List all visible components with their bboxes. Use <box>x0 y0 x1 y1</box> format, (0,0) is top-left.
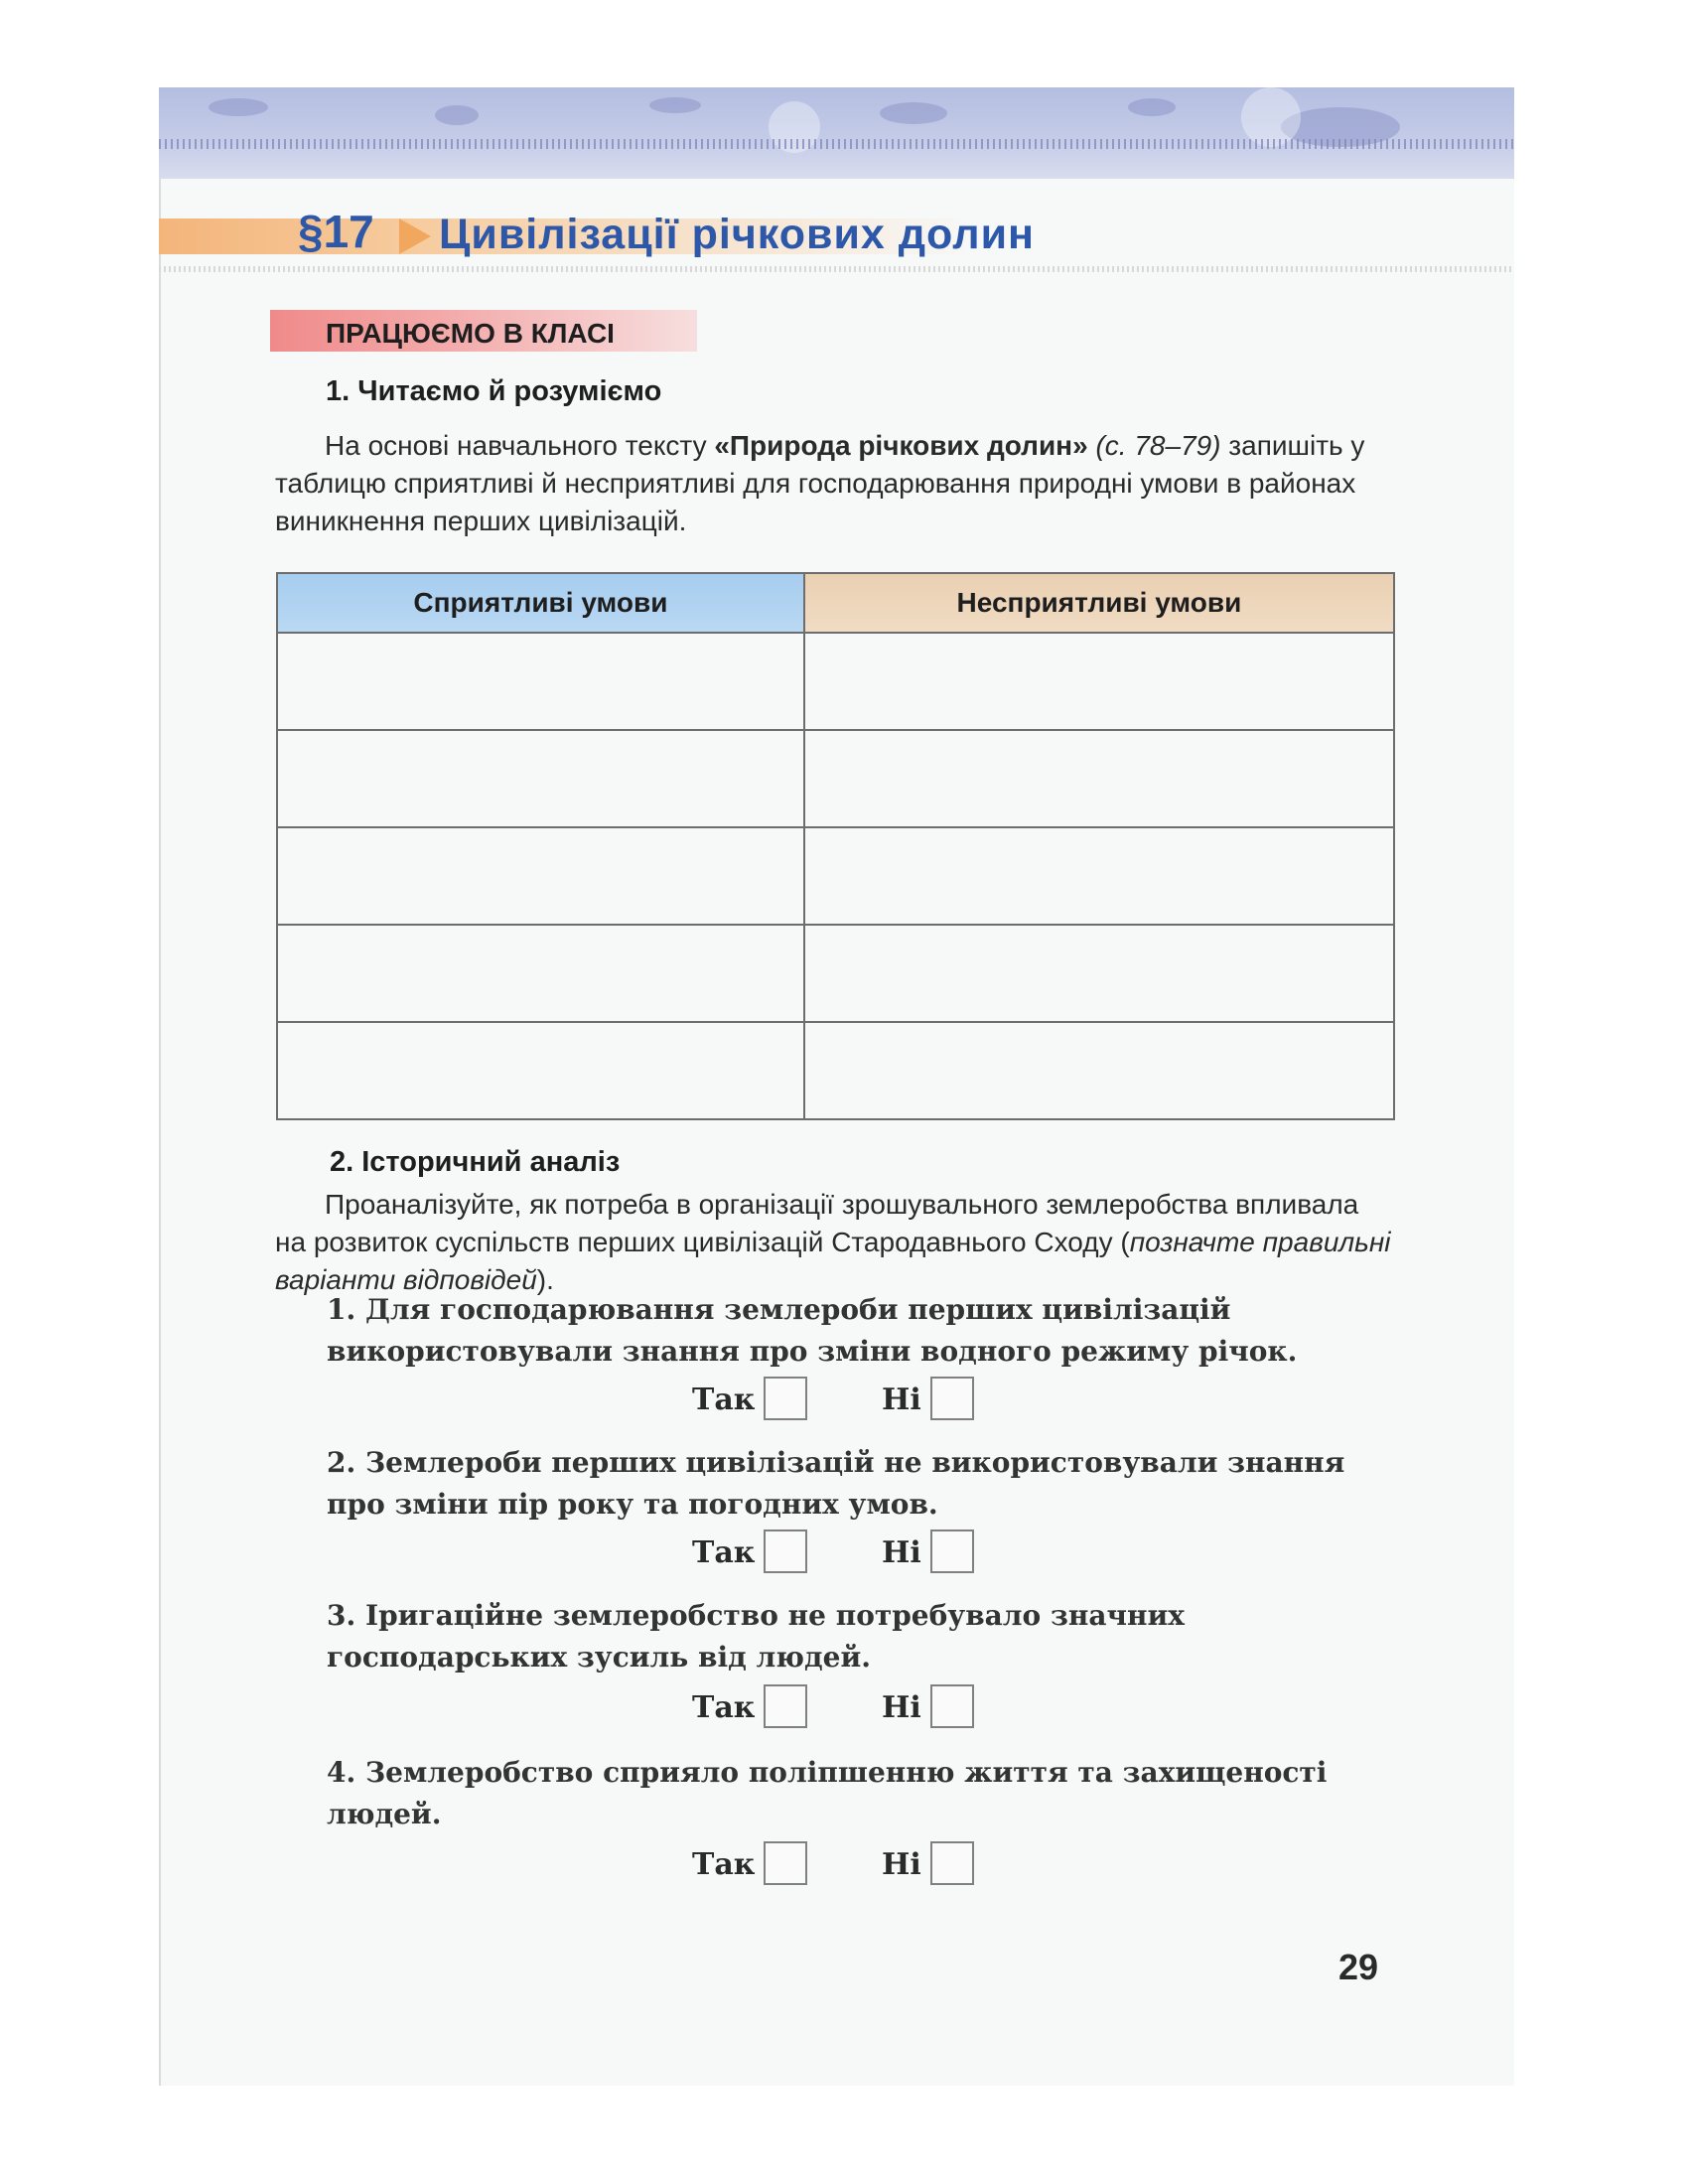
no-checkbox[interactable] <box>930 1684 974 1728</box>
task2-intro <box>275 1186 1395 1299</box>
statement-2 <box>270 1442 1397 1526</box>
favorable-cell[interactable] <box>277 730 804 827</box>
yes-label: Так <box>692 1847 756 1882</box>
section-number: §17 <box>298 206 374 257</box>
answer-row-4 <box>159 1841 1514 1891</box>
no-checkbox[interactable] <box>930 1377 974 1420</box>
favorable-cell[interactable] <box>277 633 804 730</box>
unfavorable-cell[interactable] <box>804 1022 1394 1119</box>
favorable-cell[interactable] <box>277 1022 804 1119</box>
yes-label: Так <box>692 1535 756 1570</box>
textbook-page <box>159 87 1514 2086</box>
unfavorable-cell[interactable] <box>804 925 1394 1022</box>
intro-end: ). <box>536 1264 554 1295</box>
intro-text: Проаналізуйте, як потреба в організації зрошувального землеробства впливала на розвиток суспільств перших цивілізацій Стародавнього Сходу ( <box>275 1189 1359 1257</box>
no-checkbox[interactable] <box>930 1529 974 1573</box>
yes-checkbox[interactable] <box>764 1529 807 1573</box>
table-row <box>277 730 1394 827</box>
statement-3 <box>270 1595 1397 1678</box>
table-row <box>277 827 1394 925</box>
answer-row-2 <box>159 1529 1514 1579</box>
pages-ref: (с. 78–79) <box>1095 430 1221 461</box>
table-row <box>277 633 1394 730</box>
header-unfavorable: Несприятливі умови <box>804 573 1394 633</box>
unfavorable-cell[interactable] <box>804 730 1394 827</box>
conditions-table <box>276 572 1395 1120</box>
chapter-heading <box>159 205 1514 274</box>
statement-text: 2. Землероби перших цивілізацій не використовували знання про зміни пір року та погодних умов. <box>327 1446 1345 1521</box>
no-checkbox[interactable] <box>930 1841 974 1885</box>
unfavorable-cell[interactable] <box>804 633 1394 730</box>
intro-italic: позначте правильні варіанти відповідей <box>275 1227 1391 1295</box>
favorable-cell[interactable] <box>277 925 804 1022</box>
triangle-arrow-icon <box>397 217 433 256</box>
statement-1 <box>270 1289 1397 1373</box>
no-label: Ні <box>882 1690 921 1725</box>
unfavorable-cell[interactable] <box>804 827 1394 925</box>
header-favorable: Сприятливі умови <box>277 573 804 633</box>
table-row <box>277 925 1394 1022</box>
yes-checkbox[interactable] <box>764 1377 807 1420</box>
no-label: Ні <box>882 1535 921 1570</box>
task2-title: 2. Історичний аналіз <box>330 1146 621 1178</box>
yes-label: Так <box>692 1383 756 1417</box>
title-dotted-rule <box>159 266 1514 272</box>
task1-title: 1. Читаємо й розуміємо <box>326 375 662 407</box>
statement-text: 1. Для господарювання землероби перших цивілізацій використовували знання про зміни водного режиму річок. <box>327 1293 1298 1368</box>
answer-row-3 <box>159 1684 1514 1734</box>
page-number: 29 <box>1338 1947 1379 1987</box>
yes-label: Так <box>692 1690 756 1725</box>
yes-checkbox[interactable] <box>764 1841 807 1885</box>
task1-instruction <box>275 427 1395 540</box>
no-label: Ні <box>882 1847 921 1882</box>
instruction-rest: запишіть у таблицю сприятливі й несприятливі для господарювання природні умови в районах виникнення перших цивілізацій. <box>275 430 1365 536</box>
statement-text: 3. Іригаційне землеробство не потребувало значних господарських зусиль від людей. <box>327 1599 1185 1674</box>
statement-text: 4. Землеробство сприяло поліпшенню життя та захищеності людей. <box>327 1756 1328 1830</box>
answer-row-1 <box>159 1377 1514 1426</box>
chapter-title: Цивілізації річкових долин <box>439 211 1035 258</box>
table-header-row <box>277 573 1394 633</box>
banner-ornament-icon <box>159 87 1514 179</box>
table-row <box>277 1022 1394 1119</box>
statement-4 <box>270 1752 1397 1835</box>
instruction-lead: На основі навчального тексту <box>325 430 715 461</box>
banner-rule <box>159 139 1514 149</box>
yes-checkbox[interactable] <box>764 1684 807 1728</box>
no-label: Ні <box>882 1383 921 1417</box>
work-section-label: ПРАЦЮЄМО В КЛАСІ <box>326 318 615 349</box>
source-title: «Природа річкових долин» <box>714 430 1088 461</box>
favorable-cell[interactable] <box>277 827 804 925</box>
